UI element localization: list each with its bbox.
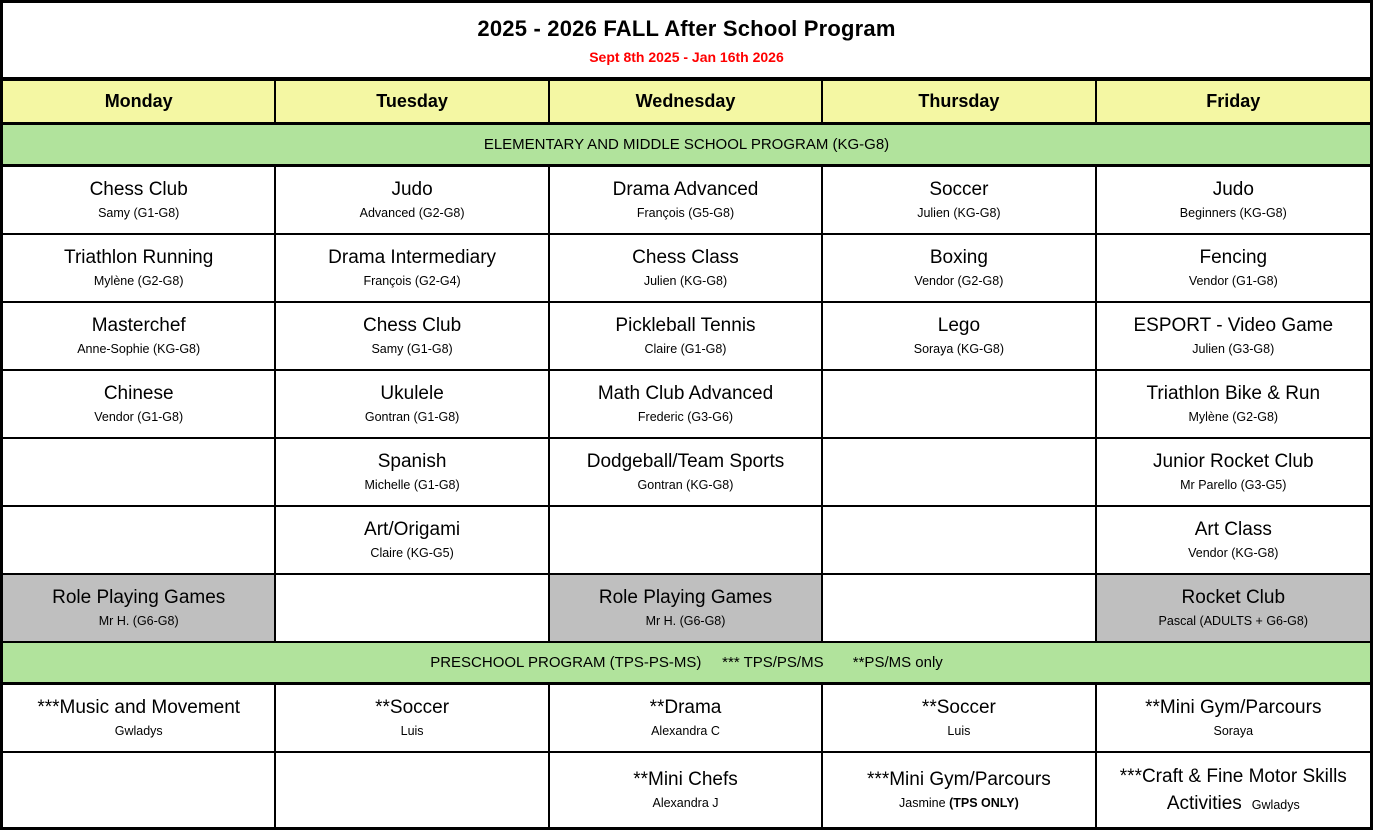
day-header-monday: Monday — [3, 81, 276, 122]
activity-instructor: Gontran (KG-G8) — [637, 477, 734, 492]
activity-name: Dodgeball/Team Sports — [586, 450, 785, 472]
activity-name: ESPORT - Video Game — [1133, 314, 1334, 336]
activity-instructor: Claire (G1-G8) — [644, 341, 727, 356]
program-dates: Sept 8th 2025 - Jan 16th 2026 — [589, 48, 784, 65]
activity-name: Fencing — [1199, 246, 1268, 268]
activity-name: Math Club Advanced — [597, 382, 774, 404]
activity-instructor: Soraya — [1213, 723, 1254, 738]
activity-name: Chess Club — [89, 178, 188, 200]
title-block — [3, 3, 1370, 81]
activity-cell — [1097, 507, 1370, 573]
activity-cell — [3, 235, 276, 301]
activity-instructor: Frederic (G3-G6) — [637, 409, 734, 424]
activity-cell — [276, 235, 549, 301]
activity-name: Art/Origami — [364, 518, 461, 540]
activity-name: Triathlon Running — [64, 246, 214, 268]
activity-cell — [550, 303, 823, 369]
schedule-row — [3, 167, 1370, 235]
activity-instructor: Julien (KG-G8) — [917, 205, 1001, 220]
activity-instructor: François (G5-G8) — [636, 205, 735, 220]
activity-cell — [1097, 753, 1370, 827]
activity-cell — [823, 303, 1096, 369]
activity-cell — [3, 167, 276, 233]
activity-cell — [1097, 235, 1370, 301]
day-header-row — [3, 81, 1370, 125]
activity-instructor: Anne-Sophie (KG-G8) — [77, 341, 201, 356]
activity-cell — [823, 167, 1096, 233]
activity-name: ***Mini Gym/Parcours — [867, 768, 1051, 790]
activity-name: Pickleball Tennis — [615, 314, 756, 336]
activity-instructor: Julien (KG-G8) — [643, 273, 728, 288]
activity-name: Masterchef — [91, 314, 186, 336]
activity-name: Triathlon Bike & Run — [1146, 382, 1321, 404]
activity-name: Drama Intermediary — [328, 246, 497, 268]
instructor-name: Jasmine — [899, 795, 946, 810]
activity-cell — [3, 303, 276, 369]
activity-name: Judo — [1212, 178, 1254, 200]
activity-name: ***Craft & Fine Motor Skills — [1119, 765, 1347, 787]
activity-name: Chess Club — [362, 314, 462, 336]
activity-name: Chinese — [103, 382, 174, 404]
activity-instructor: Mylène (G2-G8) — [93, 273, 184, 288]
schedule-row — [3, 685, 1370, 753]
instructor-note: (TPS ONLY) — [949, 795, 1019, 810]
section-banner-elementary: ELEMENTARY AND MIDDLE SCHOOL PROGRAM (KG-G8) — [3, 125, 1370, 167]
activity-instructor: Vendor (KG-G8) — [1188, 545, 1279, 560]
activity-instructor: Samy (G1-G8) — [98, 205, 180, 220]
activity-cell — [276, 303, 549, 369]
activity-instructor: Vendor (G1-G8) — [94, 409, 184, 424]
schedule-row — [3, 439, 1370, 507]
activity-name: Rocket Club — [1181, 586, 1286, 608]
empty-cell — [823, 507, 1096, 573]
activity-name-line2 — [1167, 794, 1300, 814]
activity-cell — [276, 685, 549, 751]
activity-name: Lego — [937, 314, 981, 336]
activity-name: Chess Class — [632, 246, 739, 268]
activity-instructor: Luis — [947, 723, 971, 738]
activity-name-continued: Activities — [1166, 792, 1242, 814]
activity-cell — [1097, 371, 1370, 437]
schedule-row — [3, 303, 1370, 371]
activity-cell — [1097, 685, 1370, 751]
day-header-friday: Friday — [1206, 91, 1261, 111]
activity-cell — [550, 753, 823, 827]
program-title: 2025 - 2026 FALL After School Program — [477, 15, 896, 41]
empty-cell — [276, 575, 549, 641]
empty-cell — [3, 507, 276, 573]
schedule-row — [3, 753, 1370, 827]
activity-cell — [276, 439, 549, 505]
activity-cell — [3, 371, 276, 437]
activity-instructor: Gontran (G1-G8) — [364, 409, 460, 424]
schedule-row — [3, 507, 1370, 575]
activity-instructor: Pascal (ADULTS + G6-G8) — [1158, 613, 1309, 628]
activity-instructor: Soraya (KG-G8) — [913, 341, 1005, 356]
activity-name: Role Playing Games — [52, 586, 226, 608]
activity-name: Ukulele — [380, 382, 444, 404]
activity-name: **Soccer — [375, 696, 450, 718]
activity-instructor: Alexandra J — [652, 795, 719, 810]
activity-name: Judo — [391, 178, 433, 200]
activity-instructor: Michelle (G1-G8) — [364, 477, 460, 492]
activity-cell — [1097, 167, 1370, 233]
activity-instructor: Gwladys — [114, 723, 163, 738]
activity-cell — [823, 685, 1096, 751]
activity-cell — [550, 439, 823, 505]
empty-cell — [823, 575, 1096, 641]
activity-name: **Mini Chefs — [633, 768, 738, 790]
activity-cell — [1097, 575, 1370, 641]
activity-instructor: Mylène (G2-G8) — [1188, 409, 1279, 424]
activity-instructor: Vendor (G2-G8) — [914, 273, 1004, 288]
activity-cell — [550, 575, 823, 641]
day-header-wednesday: Wednesday — [550, 81, 823, 122]
activity-instructor — [899, 797, 1019, 810]
activity-instructor: Beginners (KG-G8) — [1179, 205, 1287, 220]
day-header-tuesday: Tuesday — [276, 81, 549, 122]
schedule-row — [3, 235, 1370, 303]
activity-name: Spanish — [377, 450, 447, 472]
activity-name: Junior Rocket Club — [1153, 450, 1314, 472]
empty-cell — [3, 753, 276, 827]
activity-name: Boxing — [929, 246, 988, 268]
schedule-row — [3, 371, 1370, 439]
activity-name: Role Playing Games — [598, 586, 773, 608]
empty-cell — [3, 439, 276, 505]
activity-instructor: Julien (G3-G8) — [1192, 341, 1275, 356]
day-header-thursday: Thursday — [823, 81, 1096, 122]
activity-cell — [3, 575, 276, 641]
activity-instructor: Mr H. (G6-G8) — [645, 613, 726, 628]
activity-cell — [550, 235, 823, 301]
activity-cell — [1097, 303, 1370, 369]
activity-instructor: Vendor (G1-G8) — [1188, 273, 1278, 288]
empty-cell — [276, 753, 549, 827]
activity-name: ***Music and Movement — [37, 696, 241, 718]
activity-cell — [276, 371, 549, 437]
activity-name: **Mini Gym/Parcours — [1145, 696, 1322, 718]
empty-cell — [823, 371, 1096, 437]
activity-instructor: Gwladys — [1251, 797, 1300, 812]
activity-cell — [276, 167, 549, 233]
section-banner-preschool: PRESCHOOL PROGRAM (TPS-PS-MS) *** TPS/PS/MS **PS/MS only — [3, 643, 1370, 685]
activity-instructor: Samy (G1-G8) — [371, 341, 453, 356]
activity-instructor: Alexandra C — [651, 723, 720, 738]
activity-cell — [1097, 439, 1370, 505]
empty-cell — [550, 507, 823, 573]
activity-cell — [823, 235, 1096, 301]
activity-name: **Drama — [649, 696, 722, 718]
activity-name: Drama Advanced — [612, 178, 759, 200]
activity-instructor: François (G2-G4) — [363, 273, 461, 288]
activity-cell — [550, 167, 823, 233]
activity-name: Soccer — [929, 178, 989, 200]
activity-instructor: Claire (KG-G5) — [370, 545, 454, 560]
activity-cell — [3, 685, 276, 751]
schedule-row — [3, 575, 1370, 643]
empty-cell — [823, 439, 1096, 505]
activity-cell — [276, 507, 549, 573]
activity-cell — [823, 753, 1096, 827]
activity-cell — [550, 371, 823, 437]
activity-instructor: Mr H. (G6-G8) — [98, 613, 179, 628]
activity-name: **Soccer — [921, 696, 996, 718]
activity-cell — [550, 685, 823, 751]
activity-name: Art Class — [1194, 518, 1272, 540]
activity-instructor: Advanced (G2-G8) — [359, 205, 465, 220]
activity-instructor: Mr Parello (G3-G5) — [1180, 477, 1287, 492]
activity-instructor: Luis — [400, 723, 424, 738]
schedule-body — [3, 125, 1370, 827]
